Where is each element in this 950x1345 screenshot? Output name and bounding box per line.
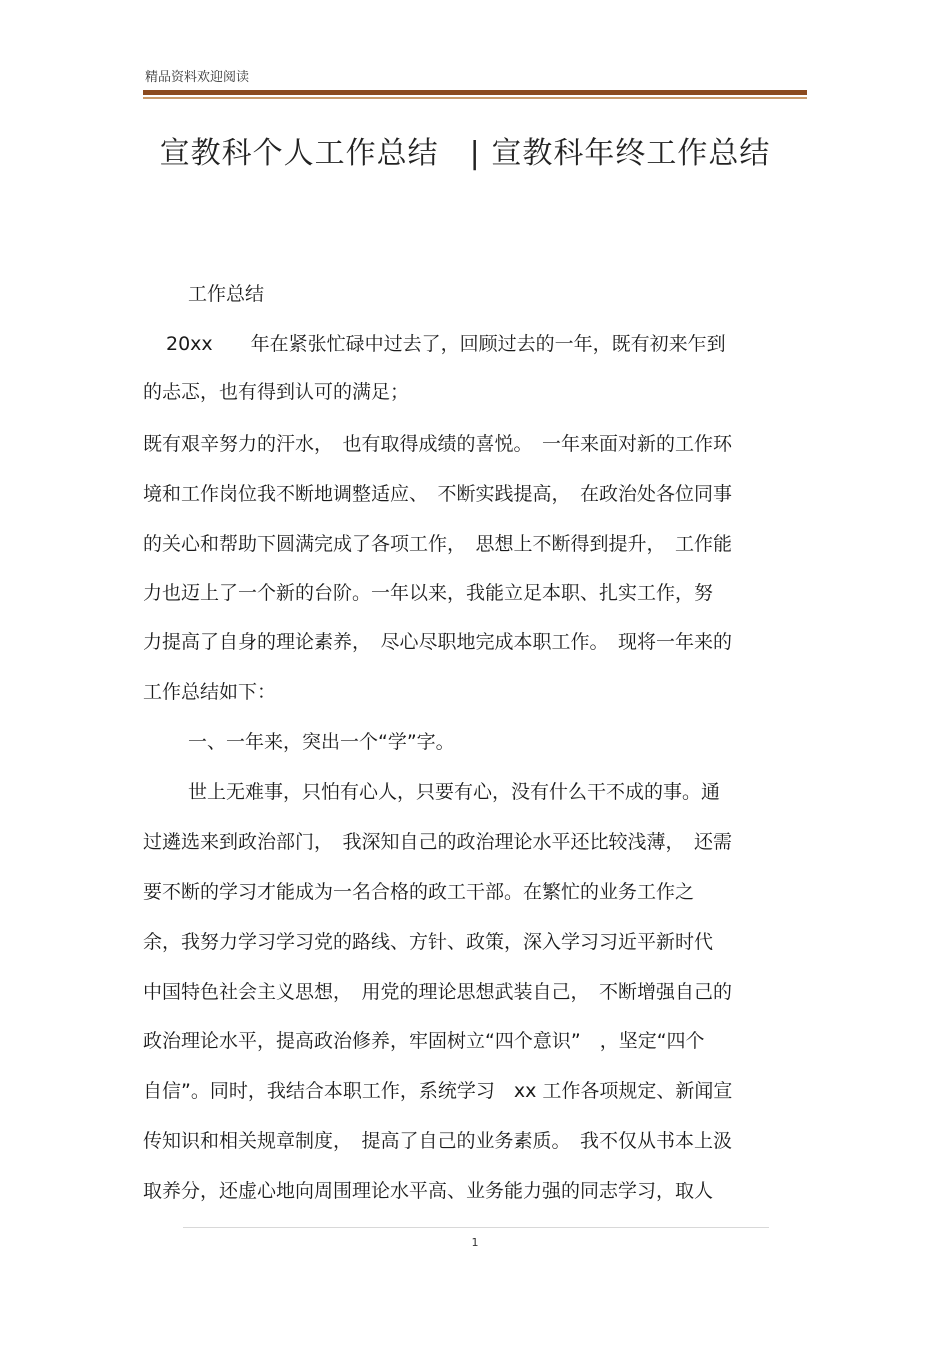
body-line: 中国特色社会主义思想， 用党的理论思想武装自己， 不断增强自己的: [143, 981, 733, 1003]
body-line: 余，我努力学习学习党的路线、方针、政策，深入学习习近平新时代: [143, 931, 714, 953]
document-title: 宣教科个人工作总结 | 宣教科年终工作总结: [159, 136, 771, 171]
body-line: 既有艰辛努力的汗水， 也有取得成绩的喜悦。 一年来面对新的工作环: [143, 433, 733, 455]
body-line: 取养分，还虚心地向周围理论水平高、业务能力强的同志学习，取人: [143, 1180, 714, 1202]
body-line: 过遴选来到政治部门， 我深知自己的政治理论水平还比较浅薄， 还需: [143, 831, 733, 853]
body-line: 20xx 年在紧张忙碌中过去了，回顾过去的一年，既有初来乍到: [166, 333, 726, 355]
body-line: 政治理论水平，提高政治修养，牢固树立“四个意识” ，坚定“四个: [143, 1030, 705, 1052]
page-number: 1: [471, 1236, 479, 1249]
body-line: 传知识和相关规章制度， 提高了自己的业务素质。 我不仅从书本上汲: [143, 1130, 733, 1152]
footer-divider: [183, 1227, 769, 1228]
body-line: 境和工作岗位我不断地调整适应、 不断实践提高， 在政治处各位同事: [143, 483, 733, 505]
body-line: 自信”。同时，我结合本职工作，系统学习 xx 工作各项规定、新闻宣: [143, 1080, 733, 1102]
section-heading: 一、一年来，突出一个“学”字。: [188, 731, 455, 753]
body-line: 工作总结如下：: [143, 681, 277, 703]
header-text: 精品资料欢迎阅读: [145, 70, 250, 85]
body-line: 力提高了自身的理论素养， 尽心尽职地完成本职工作。 现将一年来的: [143, 631, 733, 653]
body-line: 力也迈上了一个新的台阶。一年以来，我能立足本职、扎实工作，努: [143, 582, 714, 604]
body-line: 的忐忑，也有得到认可的满足；: [143, 381, 410, 403]
header-divider-thick: [143, 90, 807, 95]
body-line: 要不断的学习才能成为一名合格的政工干部。在繁忙的业务工作之: [143, 881, 695, 903]
body-line: 的关心和帮助下圆满完成了各项工作， 思想上不断得到提升， 工作能: [143, 533, 733, 555]
header-divider-thin: [143, 97, 807, 99]
body-line: 世上无难事，只怕有心人，只要有心，没有什么干不成的事。通: [188, 781, 721, 803]
body-line: 工作总结: [188, 283, 265, 305]
